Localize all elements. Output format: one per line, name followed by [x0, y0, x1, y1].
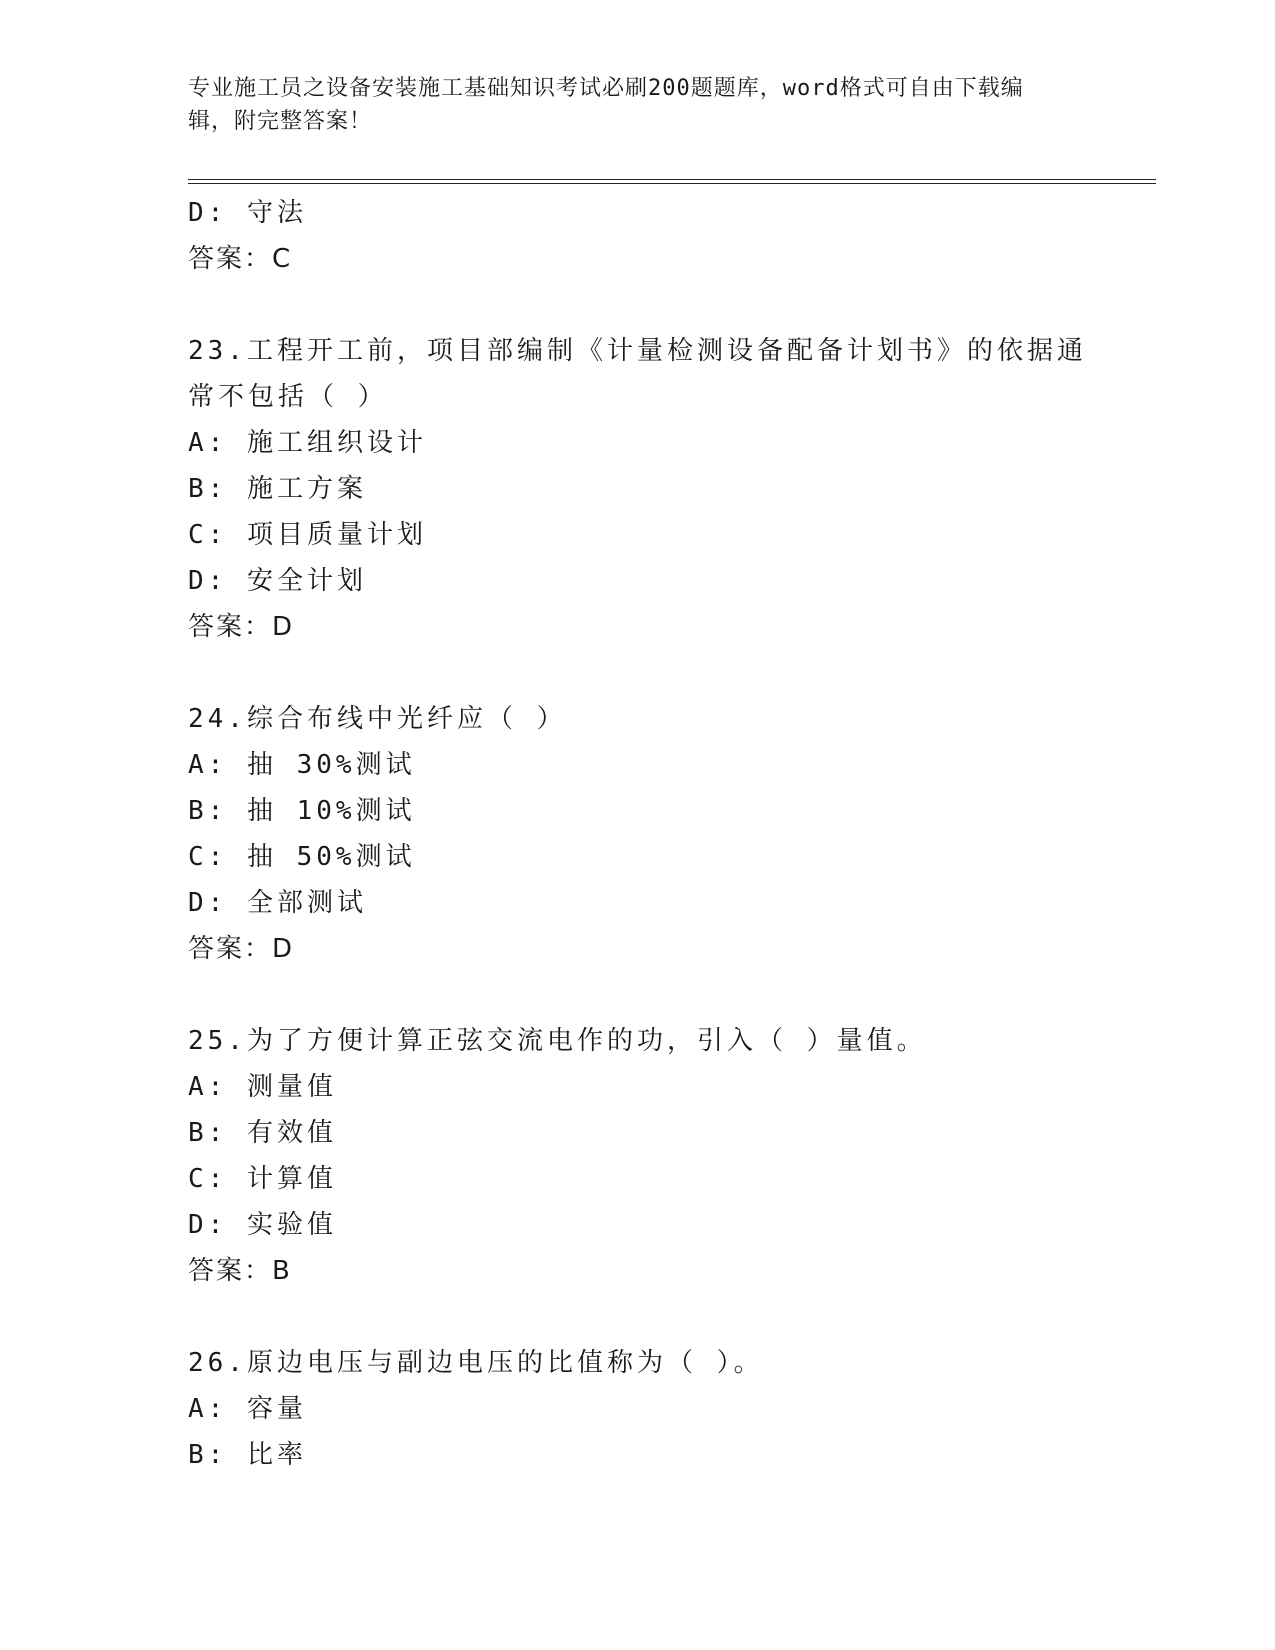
page-header: 专业施工员之设备安装施工基础知识考试必刷200题题库，word格式可自由下载编辑，附完整答案！	[188, 76, 1024, 134]
answer: 答案：B	[188, 1256, 292, 1286]
option-d: D: 守法	[188, 198, 307, 228]
option-c: C: 计算值	[188, 1164, 337, 1194]
header-divider-second	[188, 183, 1156, 184]
option-c: C: 项目质量计划	[188, 520, 427, 550]
question-stem: 26.原边电压与副边电压的比值称为（ ）。	[188, 1348, 764, 1378]
option-a: A: 测量值	[188, 1072, 337, 1102]
answer: 答案：D	[188, 612, 295, 642]
question-stem: 25.为了方便计算正弦交流电作的功，引入（ ）量值。	[188, 1026, 927, 1056]
question-25	[188, 1018, 1088, 1294]
question-stem: 23.工程开工前，项目部编制《计量检测设备配备计划书》的依据通常不包括（ ）	[188, 336, 1087, 412]
answer: 答案：D	[188, 934, 295, 964]
header-divider	[188, 179, 1156, 180]
answer: 答案：C	[188, 244, 293, 274]
option-d: D: 安全计划	[188, 566, 367, 596]
question-list	[188, 190, 1088, 1478]
option-d: D: 实验值	[188, 1210, 337, 1240]
option-a: A: 抽 30%测试	[188, 750, 416, 780]
option-a: A: 施工组织设计	[188, 428, 427, 458]
option-a: A: 容量	[188, 1394, 307, 1424]
option-b: B: 施工方案	[188, 474, 367, 504]
option-b: B: 抽 10%测试	[188, 796, 416, 826]
question-23	[188, 328, 1088, 650]
option-c: C: 抽 50%测试	[188, 842, 416, 872]
option-d: D: 全部测试	[188, 888, 367, 918]
option-b: B: 有效值	[188, 1118, 337, 1148]
question-26	[188, 1340, 1088, 1478]
question-24	[188, 696, 1088, 972]
option-b: B: 比率	[188, 1440, 307, 1470]
question-stem: 24.综合布线中光纤应（ ）	[188, 704, 567, 734]
